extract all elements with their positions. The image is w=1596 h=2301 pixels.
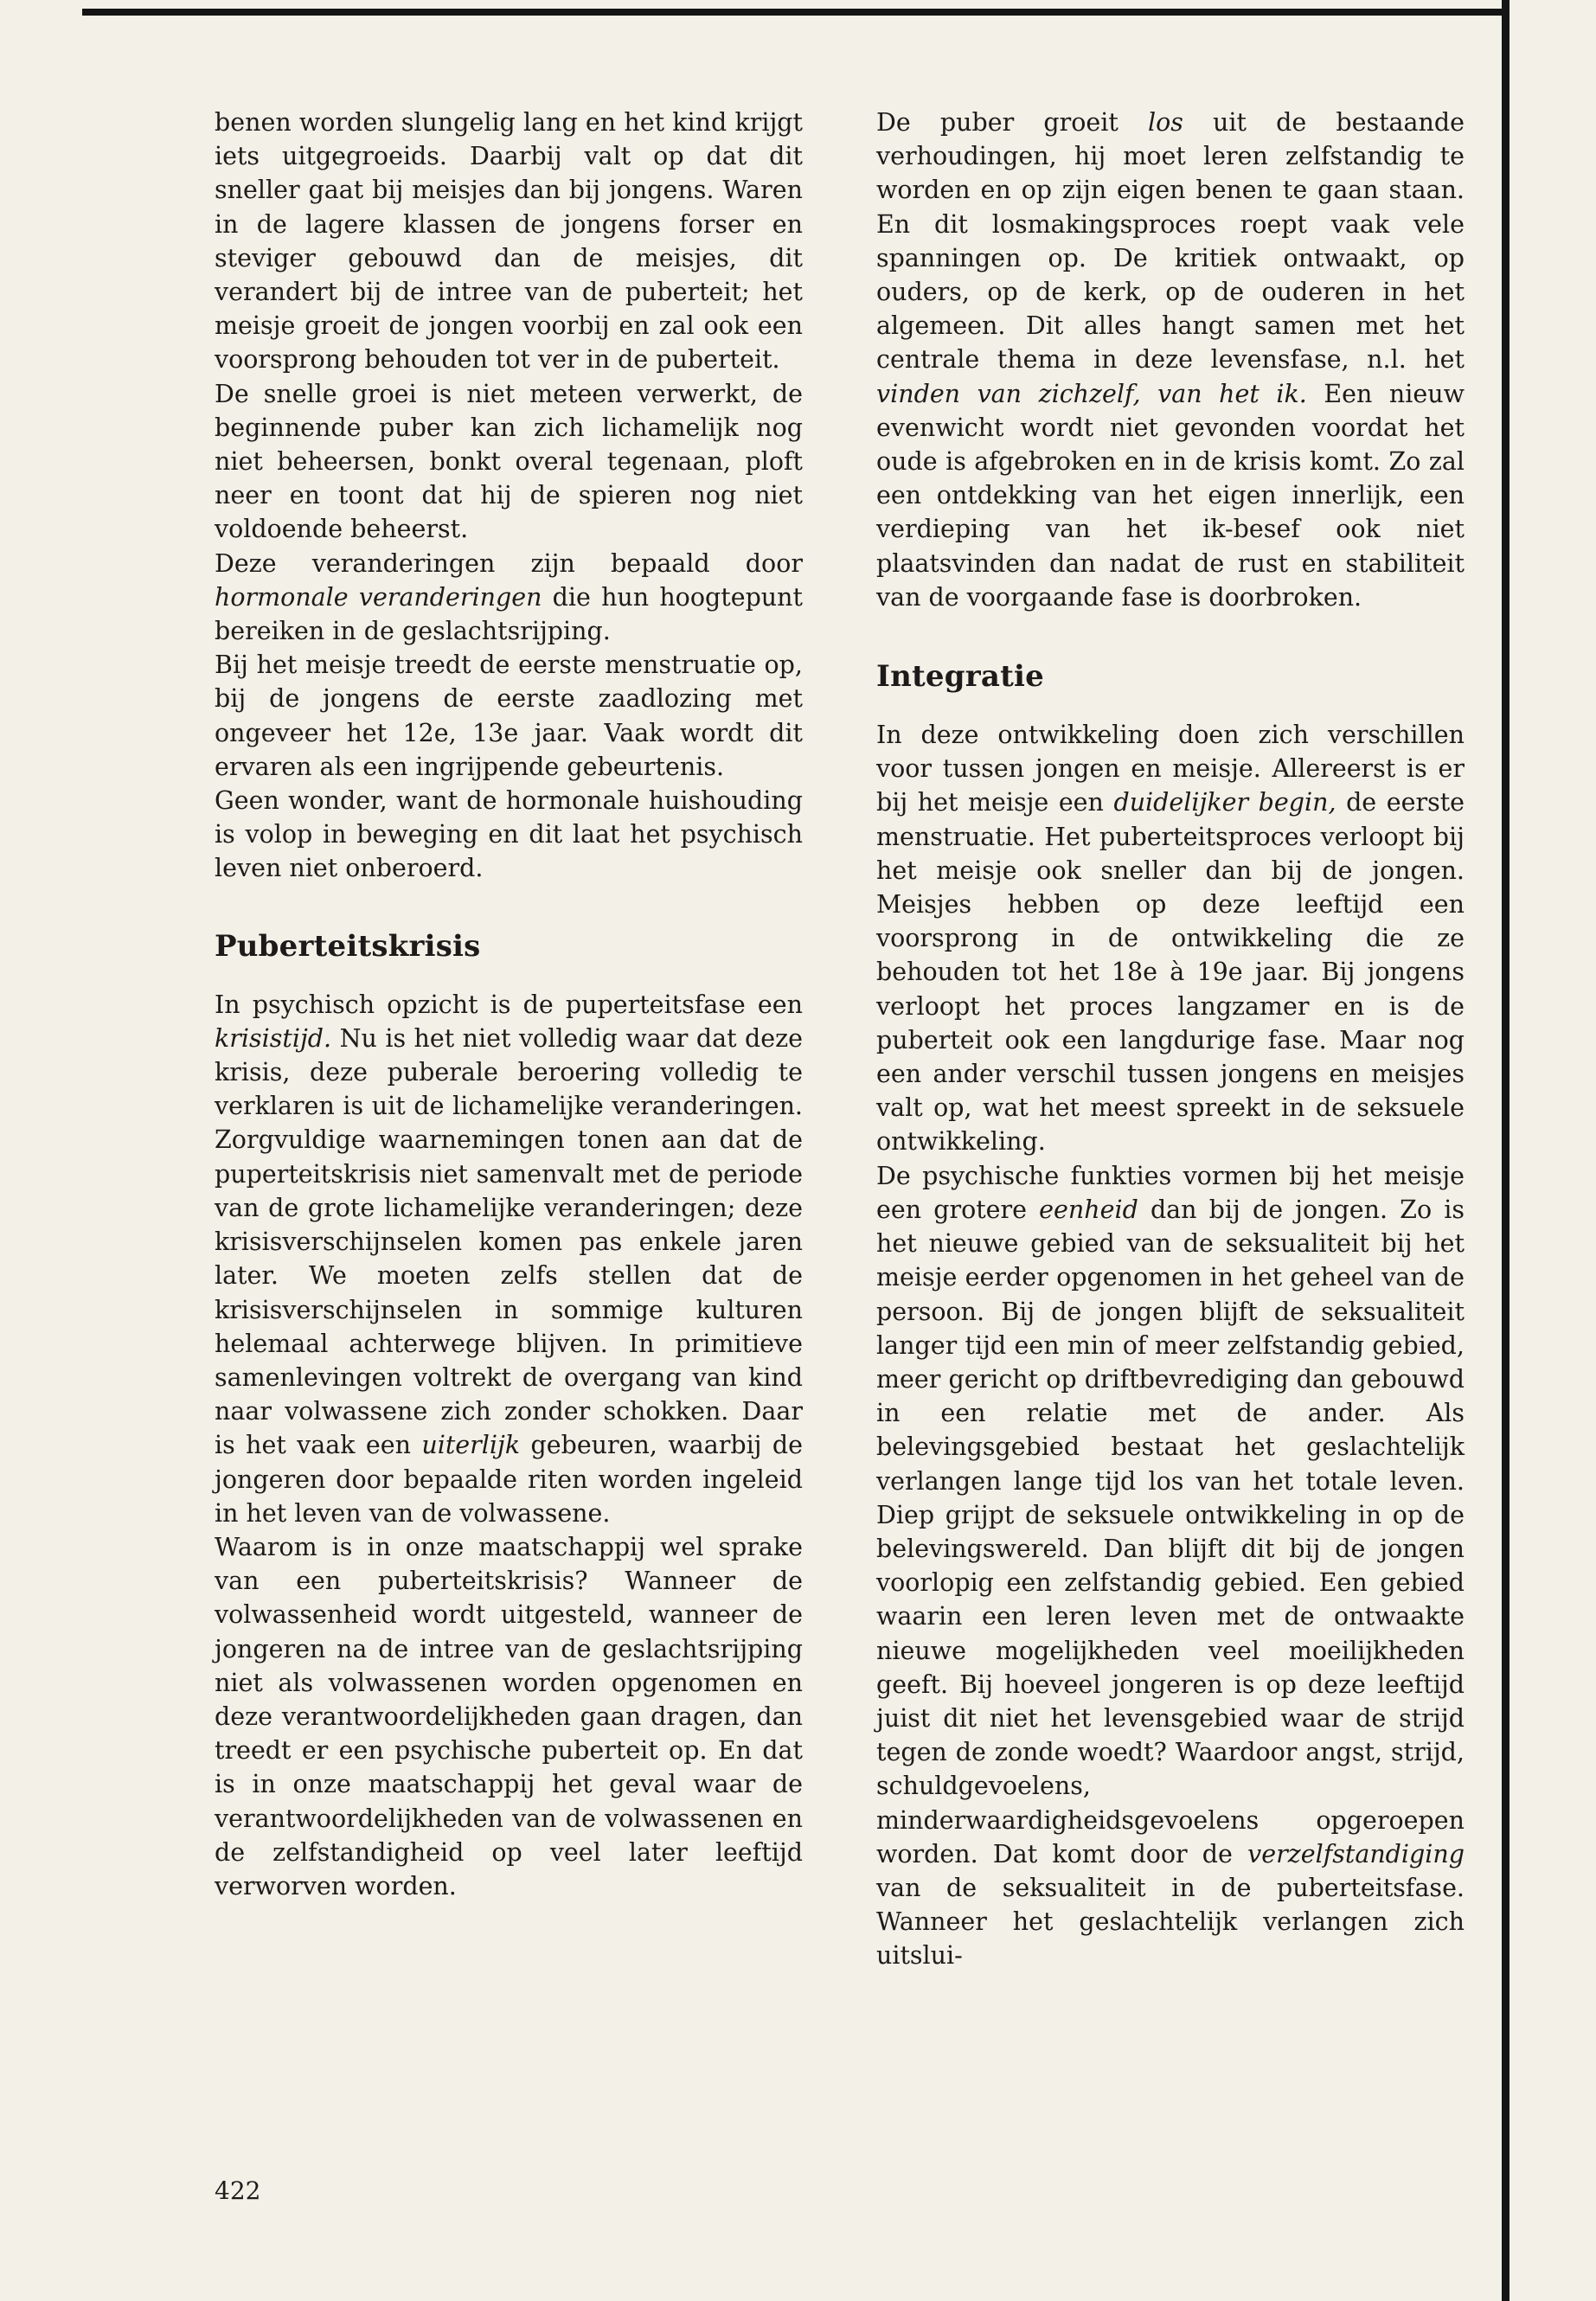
- left-paragraph-6: [215, 988, 803, 1530]
- page-number: 422: [215, 2176, 261, 2205]
- italic-run: vinden van zichzelf, van het ik.: [876, 379, 1307, 408]
- text-run: die hun hoogtepunt bereiken in de geslachtsrijping.: [215, 582, 803, 646]
- text-run: Nu is het niet volledig waar dat deze krisis, deze puberale beroering volledig te verklaren is uit de lichamelijke veranderingen. Zorgvuldige waarnemingen tonen aan dat de puperteitskrisis niet samenvalt met de periode van de grote lichamelijke veranderingen; deze krisisverschijnselen komen pas enkele jaren later. We moeten zelfs stellen dat de krisisverschijnselen in sommige kulturen helemaal achterwege blijven. In primitieve samenlevingen voltrekt de overgang van kind naar volwassene zich zonder schokken. Daar is het vaak een: [215, 1023, 803, 1460]
- left-column: [215, 106, 803, 1903]
- text-run: uit de bestaande verhoudingen, hij moet leren zelfstandig te worden en op zijn eigen benen te gaan staan. En dit losmakingsproces roept vaak vele spanningen op. De kritiek ontwaakt, op ouders, op de kerk, op de ouderen in het algemeen. Dit alles hangt samen met het centrale thema in deze levensfase, n.l. het: [876, 108, 1465, 375]
- text-run: van de seksualiteit in de puberteitsfase. Wanneer het geslachtelijk verlangen zich uitslui-: [876, 1873, 1465, 1971]
- italic-run: duidelijker begin,: [1113, 788, 1336, 817]
- text-run: Deze veranderingen zijn bepaald door: [215, 548, 803, 578]
- page-edge-shadow: [1502, 0, 1509, 2301]
- left-paragraph-4: Bij het meisje treedt de eerste menstruatie op, bij de jongens de eerste zaadlozing met ongeveer het 12e, 13e jaar. Vaak wordt dit ervaren als een ingrijpende gebeurtenis.: [215, 651, 803, 781]
- italic-run: uiterlijk: [421, 1431, 521, 1460]
- italic-run: eenheid: [1039, 1195, 1138, 1224]
- right-paragraph-3: [876, 1159, 1465, 1973]
- text-run: In psychisch opzicht is de puperteitsfase een: [215, 990, 803, 1019]
- text-run: dan bij de jongen. Zo is het nieuwe gebied van de seksualiteit bij het meisje eerder opgenomen in het geheel van de persoon. Bij de jongen blijft de seksualiteit langer tijd een min of meer zelfstandig gebied, meer gericht op driftbevrediging dan gebouwd in een relatie met de ander. Als belevingsgebied bestaat het geslachtelijk verlangen lange tijd los van het totale leven. Diep grijpt de seksuele ontwikkeling in op de belevingswereld. Dan blijft dit bij de jongen voorlopig een zelfstandig gebied. Een gebied waarin een leren leven met de ontwaakte nieuwe mogelijkheden veel moeilijkheden geeft. Bij hoeveel jongeren is op deze leeftijd juist dit niet het levensgebied waar de strijd tegen de zonde woedt? Waardoor angst, strijd, schuldgevoelens, minderwaardigheidsgevoelens opgeroepen worden. Dat komt door de: [876, 1195, 1465, 1868]
- left-paragraph-3: [215, 547, 803, 649]
- text-run: de eerste menstruatie. Het puberteitsproces verloopt bij het meisje ook sneller dan bij de jongen. Meisjes hebben op deze leeftijd een voorsprong in de ontwikkeling die ze behouden tot het 18e à 19e jaar. Bij jongens verloopt het proces langzamer en is de puberteit ook een langdurige fase. Maar nog een ander verschil tussen jongens en meisjes valt op, wat het meest spreekt in de seksuele ontwikkeling.: [876, 788, 1465, 1157]
- section-heading-puberteitskrisis: Puberteitskrisis: [215, 928, 481, 964]
- text-run: Een nieuw evenwicht wordt niet gevonden voordat het oude is afgebroken en in de krisis komt. Zo zal een ontdekking van het eigen innerlijk, een verdieping van het ik-besef ook niet plaatsvinden dan nadat de rust en stabiliteit van de voorgaande fase is doorbroken.: [876, 379, 1465, 612]
- left-paragraph-1: benen worden slungelig lang en het kind krijgt iets uitgegroeids. Daarbij valt op dat dit sneller gaat bij meisjes dan bij jongens. Waren in de lagere klassen de jongens forser en steviger gebouwd dan de meisjes, dit verandert bij de intree van de puberteit; het meisje groeit de jongen voorbij en zal ook een voorsprong behouden tot ver in de puberteit.: [215, 108, 803, 375]
- top-rule: [82, 9, 1505, 16]
- text-run: De psychische funkties vormen bij het meisje een grotere: [876, 1161, 1465, 1224]
- italic-run: los: [1147, 108, 1183, 137]
- italic-run: verzelfstandiging: [1247, 1839, 1465, 1868]
- text-run: In deze ontwikkeling doen zich verschillen voor tussen jongen en meisje. Allereerst is er bij het meisje een: [876, 721, 1465, 817]
- left-paragraph-5: Geen wonder, want de hormonale huishouding is volop in beweging en dit laat het psychisch leven niet onberoerd.: [215, 786, 803, 883]
- right-paragraph-2: [876, 718, 1465, 1159]
- left-paragraph-7: Waarom is in onze maatschappij wel sprake van een puberteitskrisis? Wanneer de volwassenheid wordt uitgesteld, wanneer de jongeren na de intree van de geslachtsrijping niet als volwassenen worden opgenomen en deze verantwoordelijkheden gaan dragen, dan treedt er een psychische puberteit op. En dat is in onze maatschappij het geval waar de verantwoordelijkheden van de volwassenen en de zelfstandigheid op veel later leeftijd verworven worden.: [215, 1532, 803, 1900]
- left-paragraph-2: De snelle groei is niet meteen verwerkt, de beginnende puber kan zich lichamelijk nog niet beheersen, bonkt overal tegenaan, ploft neer en toont dat hij de spieren nog niet voldoende beheerst.: [215, 379, 803, 544]
- italic-run: krisistijd.: [215, 1023, 332, 1053]
- italic-run: hormonale veranderingen: [215, 582, 542, 612]
- text-run: gebeuren, waarbij de jongeren door bepaalde riten worden ingeleid in het leven van de volwassene.: [215, 1431, 803, 1528]
- text-run: De puber groeit: [876, 108, 1148, 137]
- right-column: [876, 106, 1465, 1973]
- section-heading-integratie: Integratie: [876, 659, 1044, 695]
- right-paragraph-1: [876, 106, 1465, 614]
